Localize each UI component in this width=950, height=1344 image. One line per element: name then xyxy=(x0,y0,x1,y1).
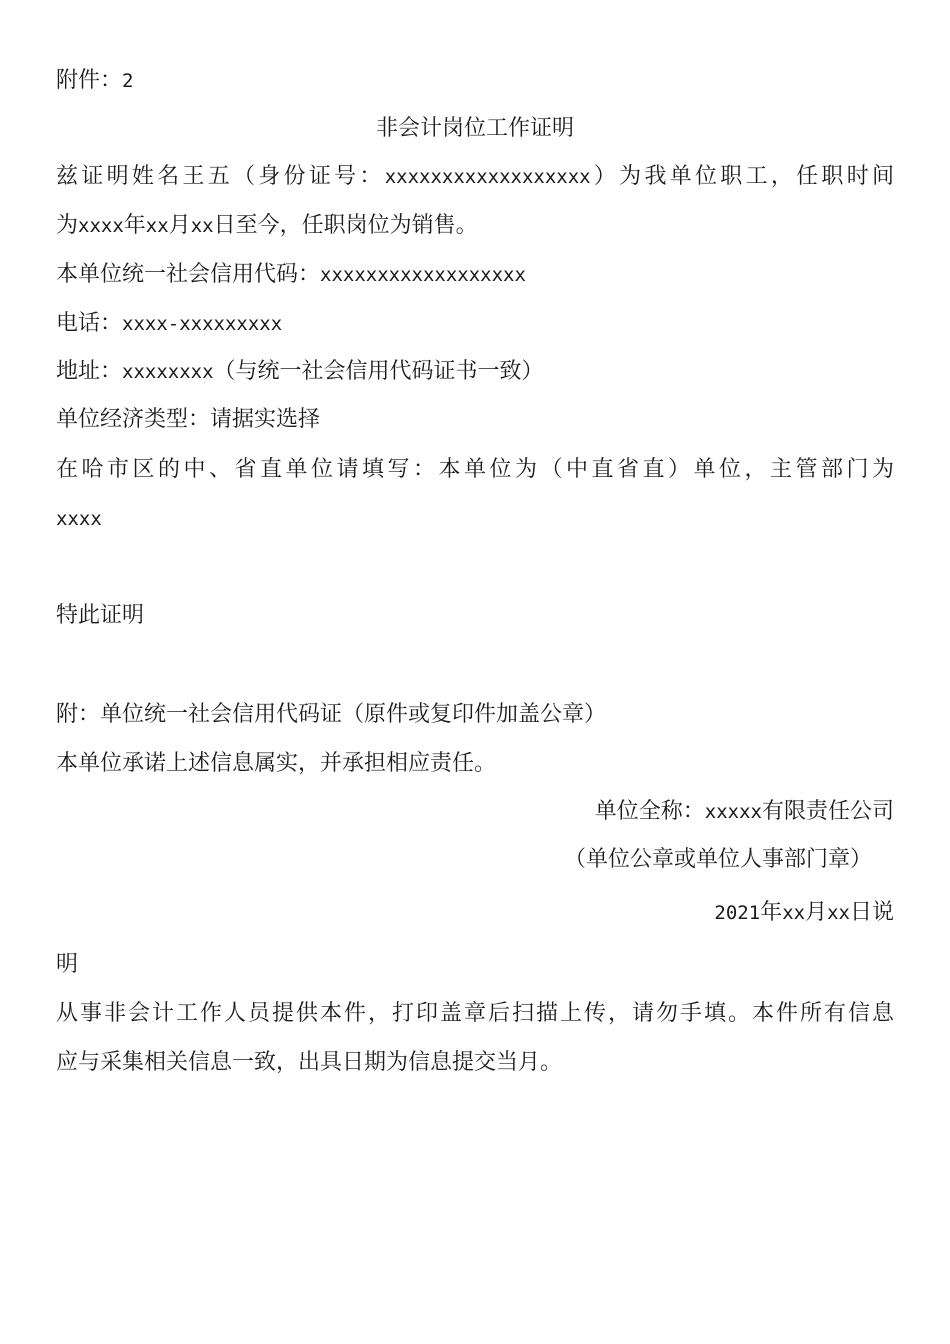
credit-code-line xyxy=(56,260,894,290)
hereby-certify: 特此证明 xyxy=(56,603,145,628)
address-line xyxy=(56,357,894,387)
attachment-label xyxy=(56,66,894,96)
seal-note: （单位公章或单位人事部门章） xyxy=(563,847,872,872)
body-line-1 xyxy=(56,162,894,192)
year-char: 年 xyxy=(123,213,146,238)
body-line-2-tail: 日至今，任职岗位为销售。 xyxy=(213,213,478,238)
issue-day: xx xyxy=(827,902,850,924)
economic-type-line: 单位经济类型：请据实选择 xyxy=(56,407,321,432)
attachment-prefix: 附件： xyxy=(56,68,123,93)
body-line-2 xyxy=(56,211,894,241)
body-line-2-text: 为 xyxy=(56,213,79,238)
address-value: xxxxxxxx xyxy=(122,361,214,383)
company-name-suffix: 有限责任公司 xyxy=(761,799,894,824)
credit-code-label: 本单位统一社会信用代码： xyxy=(56,262,321,287)
start-year: xxxx xyxy=(78,215,124,237)
promise-line: 本单位承诺上述信息属实，并承担相应责任。 xyxy=(56,751,497,776)
month-char: 月 xyxy=(168,213,191,238)
attachment-number: 2 xyxy=(122,70,134,92)
phone-value: xxxx-xxxxxxxxx xyxy=(122,313,283,335)
address-note: （与统一社会信用代码证书一致） xyxy=(213,359,544,384)
harbin-note-line: 在哈市区的中、省直单位请填写：本单位为（中直省直）单位，主管部门为 xyxy=(56,457,894,482)
credit-code-value: xxxxxxxxxxxxxxxxxx xyxy=(320,264,526,286)
company-name-label: 单位全称： xyxy=(594,799,705,824)
issue-date-line xyxy=(56,898,894,928)
document-title: 非会计岗位工作证明 xyxy=(375,116,574,141)
id-number: xxxxxxxxxxxxxxxxxx xyxy=(384,166,591,188)
phone-label: 电话： xyxy=(56,311,123,336)
certificate-document xyxy=(56,0,894,1344)
year-char: 年 xyxy=(760,900,783,925)
body-line-1-tail: ）为我单位职工，任职时间 xyxy=(590,164,894,189)
issue-year: 2021 xyxy=(714,902,761,924)
day-char-and-note-start: 日说 xyxy=(849,900,894,925)
month-char: 月 xyxy=(805,900,828,925)
address-label: 地址： xyxy=(56,359,123,384)
supervising-dept: xxxx xyxy=(56,508,102,530)
appendix-line: 附：单位统一社会信用代码证（原件或复印件加盖公章） xyxy=(56,702,607,727)
notes-line-1: 从事非会计工作人员提供本件，打印盖章后扫描上传，请勿手填。本件所有信息 xyxy=(56,1001,894,1026)
start-day: xx xyxy=(190,215,214,237)
phone-line xyxy=(56,309,894,339)
start-month: xx xyxy=(145,215,169,237)
company-name-line xyxy=(56,797,894,827)
issue-month: xx xyxy=(782,902,806,924)
body-line-1-text: 兹证明姓名王五（身份证号： xyxy=(56,164,385,189)
notes-line-2: 应与采集相关信息一致，出具日期为信息提交当月。 xyxy=(56,1050,563,1075)
company-name-value: xxxxx xyxy=(704,801,762,823)
notes-heading-tail: 明 xyxy=(56,952,79,977)
